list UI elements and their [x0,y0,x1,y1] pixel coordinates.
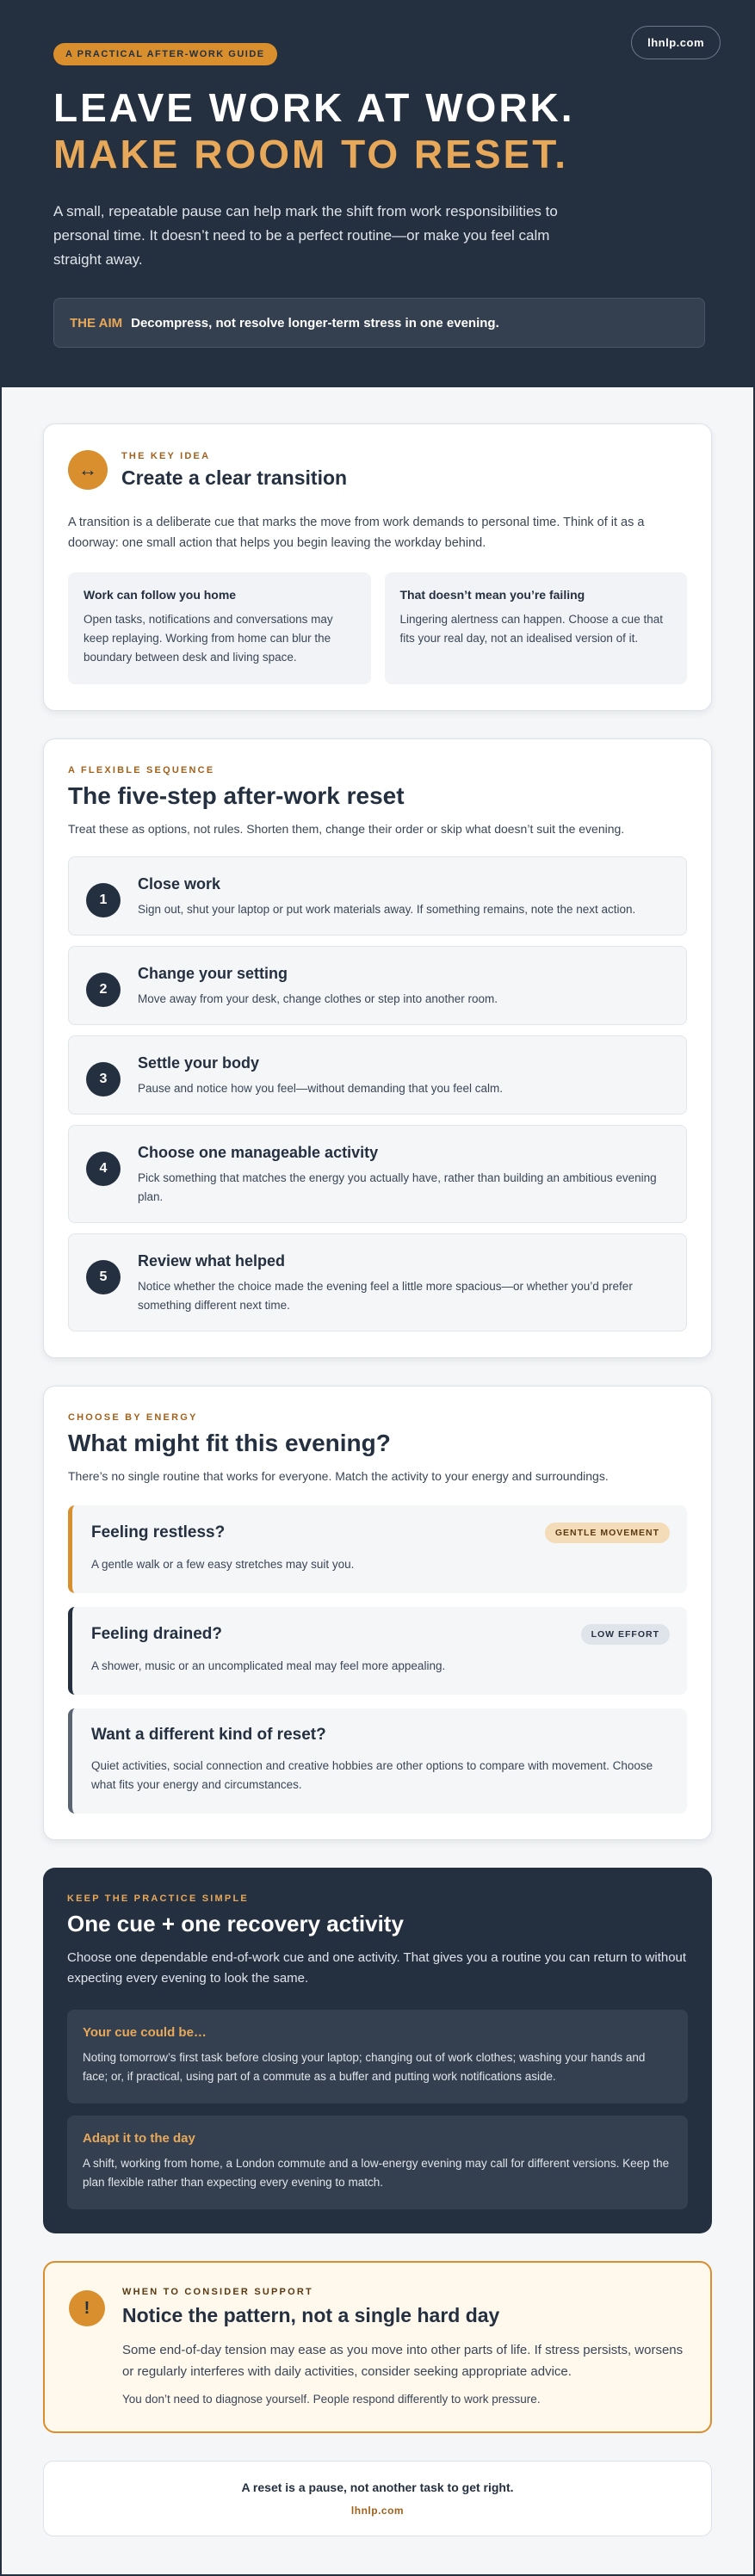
arrows-horizontal-icon: ↔ [68,450,108,490]
step-item [68,946,687,1025]
key-idea-columns [68,572,687,684]
option-tag: LOW EFFORT [581,1624,670,1645]
energy-options [68,1505,687,1813]
step-title: Close work [138,875,221,893]
step-title: Settle your body [138,1054,260,1072]
footer [43,2461,712,2536]
step-number: 2 [86,973,121,1007]
aim-label: THE AIM [70,315,123,330]
step-item [68,1125,687,1223]
hero-subtitle: A small, repeatable pause can help mark the shift from work responsibilities to personal time. It doesn’t need to be a perfect routine—or make you feel calm straight away. [53,203,558,268]
page-title [53,84,702,177]
option-title: Want a different kind of reset? [91,1726,326,1744]
title-line-2: MAKE ROOM TO RESET. [53,132,568,176]
practice-eyebrow: KEEP THE PRACTICE SIMPLE [67,1893,249,1904]
key-idea-card [43,423,712,711]
footer-site-link[interactable]: lhnlp.com [350,2505,405,2517]
practice-item-text: Noting tomorrow’s first task before closing your laptop; changing out of work clothes; washing your hands and face; or, if practical, using part of a commute as a buffer and putting work notifications aside. [83,2051,646,2083]
option-title: Feeling restless? [91,1523,226,1541]
guide-badge: A PRACTICAL AFTER-WORK GUIDE [53,43,277,65]
step-number: 4 [86,1152,121,1186]
steps-description: Treat these as options, not rules. Shorten them, change their order or skip what doesn’t suit the evening. [68,822,625,836]
key-idea-title: Create a clear transition [121,466,348,489]
practice-item [67,2116,688,2209]
key-idea-column-heading: That doesn’t mean you’re failing [399,588,585,602]
steps-title: The five-step after-work reset [68,782,405,809]
practice-item-heading: Your cue could be… [83,2025,207,2040]
footer-text: A reset is a pause, not another task to get right. [241,2480,514,2494]
energy-option [68,1708,687,1813]
step-number: 3 [86,1062,121,1096]
title-line-1: LEAVE WORK AT WORK. [53,85,575,130]
key-idea-eyebrow: THE KEY IDEA [121,450,211,461]
key-idea-column [385,572,688,684]
key-idea-header [68,450,687,490]
support-paragraph: Some end-of-day tension may ease as you move into other parts of life. If stress persists, worsens or regularly interferes with daily activities, consider seeking appropriate advice. [122,2343,684,2379]
option-text: A shower, music or an uncomplicated meal may feel more appealing. [91,1659,446,1672]
practice-title: One cue + one recovery activity [67,1911,404,1937]
site-link[interactable]: lhnlp.com [631,26,721,59]
option-title: Feeling drained? [91,1625,223,1643]
main-content [2,387,753,2536]
aim-text: Decompress, not resolve longer-term stress in one evening. [131,315,499,330]
step-title: Choose one manageable activity [138,1144,379,1161]
step-item [68,856,687,936]
support-note: You don’t need to diagnose yourself. People respond differently to work pressure. [122,2393,541,2406]
energy-description: There’s no single routine that works for everyone. Match the activity to your energy and surroundings. [68,1469,609,1483]
energy-option [68,1505,687,1593]
practice-card [43,1868,712,2233]
exclamation-icon: ! [69,2290,105,2326]
key-idea-column-text: Lingering alertness can happen. Choose a cue that fits your real day, not an idealised version of it. [399,613,663,645]
energy-option [68,1607,687,1695]
step-title: Review what helped [138,1252,286,1269]
step-text: Move away from your desk, change clothes or step into another room. [138,992,498,1005]
step-number: 5 [86,1260,121,1294]
key-idea-column [68,572,371,684]
steps-list [68,856,687,1331]
energy-title: What might fit this evening? [68,1430,391,1456]
step-text: Notice whether the choice made the evening feel a little more spacious—or whether you’d prefer something different next time. [138,1280,633,1312]
practice-item [67,2010,688,2103]
practice-item-text: A shift, working from home, a London commute and a low-energy evening may call for different versions. Keep the plan flexible rather than expecting every evening to match. [83,2157,670,2189]
support-title: Notice the pattern, not a single hard day [122,2304,500,2326]
step-text: Sign out, shut your laptop or put work materials away. If something remains, note the next action. [138,903,636,916]
practice-description: Choose one dependable end-of-work cue and one activity. That gives you a routine you can return to without expecting every evening to look the same. [67,1950,687,1986]
step-number: 1 [86,883,121,917]
step-item [68,1035,687,1115]
step-item [68,1233,687,1331]
step-title: Change your setting [138,965,288,982]
steps-card [43,738,712,1358]
option-text: A gentle walk or a few easy stretches may suit you. [91,1558,355,1571]
aim-box [53,298,705,348]
support-card [43,2261,712,2433]
option-text: Quiet activities, social connection and creative hobbies are other options to compare with movement. Choose what fits your energy and circumstances. [91,1759,653,1791]
key-idea-column-heading: Work can follow you home [84,588,237,602]
step-text: Pick something that matches the energy you actually have, rather than building an ambitious evening plan. [138,1171,657,1203]
key-idea-column-text: Open tasks, notifications and conversations may keep replaying. Working from home can blur the boundary between desk and living space. [84,613,333,664]
steps-eyebrow: A FLEXIBLE SEQUENCE [68,765,215,775]
option-tag: GENTLE MOVEMENT [545,1523,670,1543]
key-idea-body: A transition is a deliberate cue that marks the move from work demands to personal time. Think of it as a doorway: one small action that helps you begin leaving the workday behind. [68,516,645,550]
support-eyebrow: WHEN TO CONSIDER SUPPORT [122,2287,313,2297]
hero-header [2,0,753,387]
practice-item-heading: Adapt it to the day [83,2131,195,2146]
energy-eyebrow: CHOOSE BY ENERGY [68,1412,198,1423]
energy-card [43,1386,712,1840]
step-text: Pause and notice how you feel—without demanding that you feel calm. [138,1082,504,1095]
